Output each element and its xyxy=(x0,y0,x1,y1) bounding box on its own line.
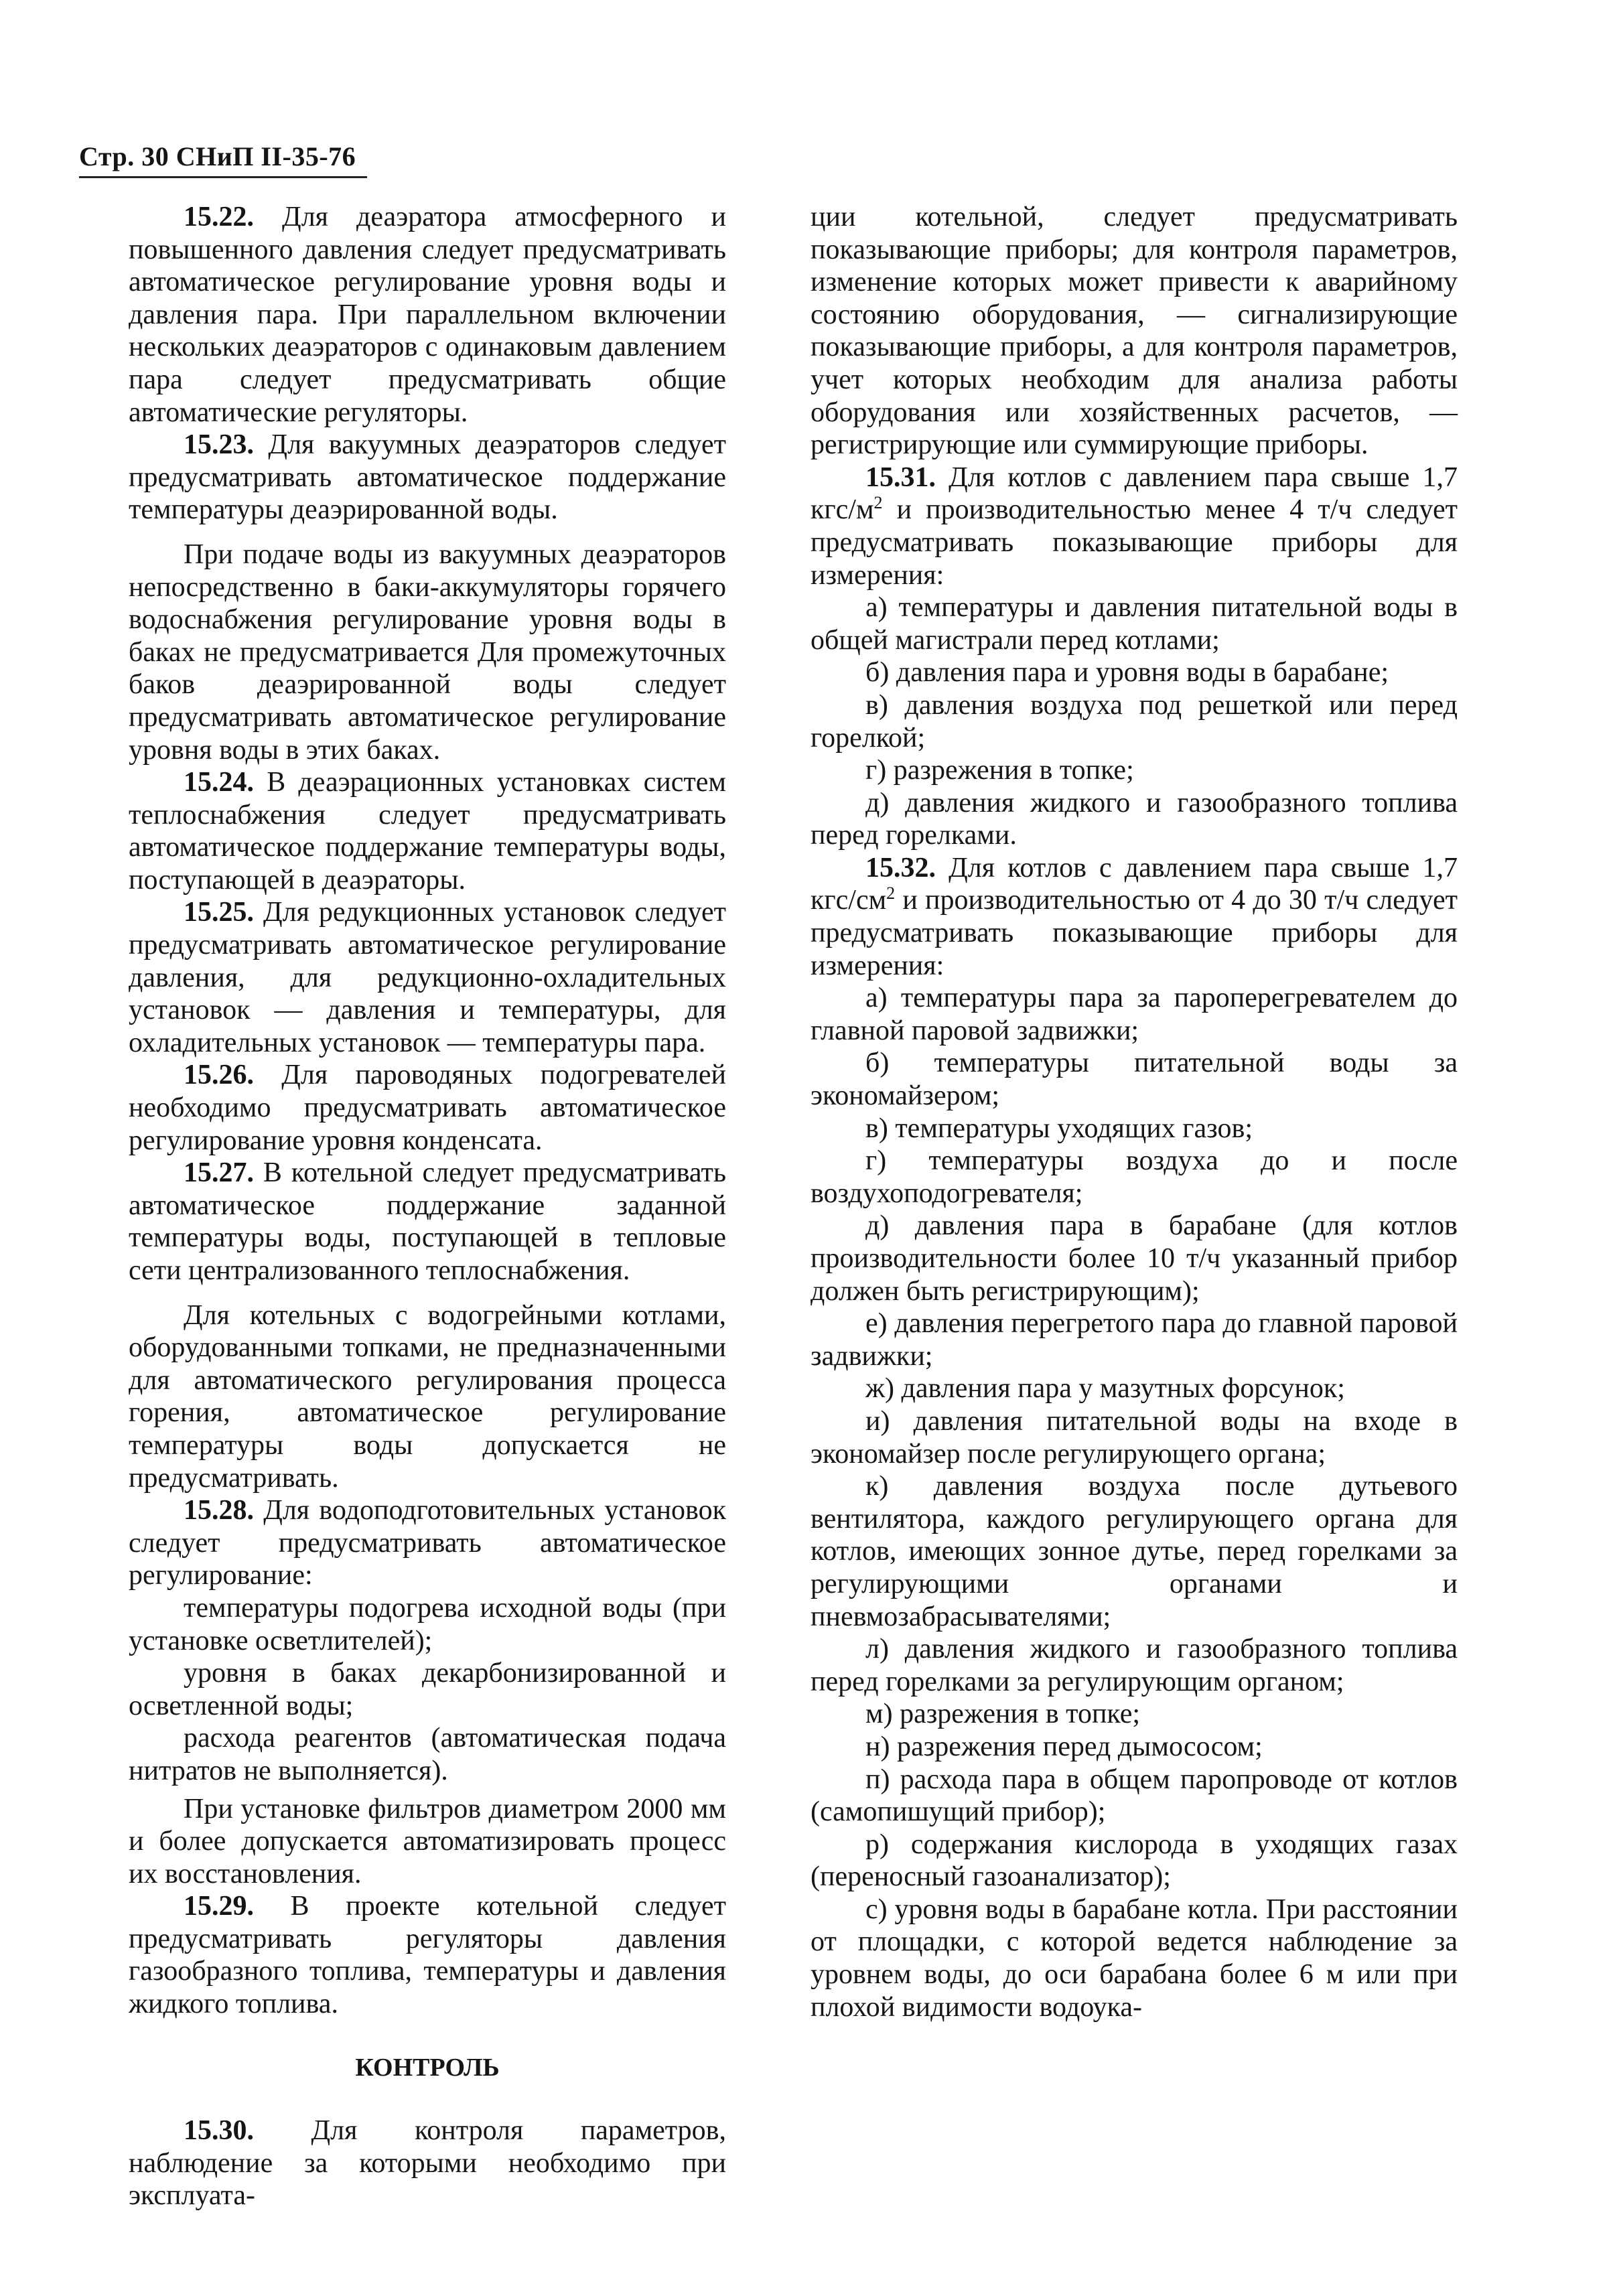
paragraph-15-26 xyxy=(129,1059,726,1157)
list-item: н) разрежения перед дымососом; xyxy=(865,1731,1263,1762)
list-item xyxy=(129,1722,726,1787)
clause-number: 15.29. xyxy=(184,1891,254,1922)
list-item: г) разрежения в топке; xyxy=(865,755,1134,786)
paragraph-text: При подаче воды из вакуумных деаэраторов непосредственно в баки-аккумуляторы горячего водоснабжения регулирование уровня воды в баках не предусматривается Для промежуточных баков деаэрированной воды следует предусматривать автоматическое регулирование уровня воды в этих баках. xyxy=(129,539,726,766)
clause-number: 15.27. xyxy=(184,1157,254,1189)
clause-number: 15.32. xyxy=(865,852,936,883)
paragraph-15-31 xyxy=(811,461,1458,591)
list-item: б) температуры питательной воды за экономайзером; xyxy=(811,1048,1458,1112)
paragraph-text: уровня в баках декарбонизированной и осветленной воды; xyxy=(129,1658,726,1721)
paragraph-text: Для котлов с давлением пара свыше 1,7 кгс/см xyxy=(811,852,1458,916)
paragraph-text: Для котлов с давлением пара свыше 1,7 кгс/м xyxy=(811,461,1458,526)
list-item: в) температуры уходящих газов; xyxy=(865,1113,1253,1144)
paragraph-text: Для контроля параметров, наблюдение за которыми необходимо при эксплуата- xyxy=(129,2115,726,2212)
paragraph-text: расхода реагентов (автоматическая подача нитратов не выполняется). xyxy=(129,1723,726,1786)
paragraph-text: Для деаэратора атмосферного и повышенного давления следует предусматривать автоматическое регулирование уровня воды и давления пара. При параллельном включении нескольких деаэраторов с одинаковым давлением пара следует предусматривать общие автоматические регуляторы. xyxy=(129,202,726,428)
list-item: л) давления жидкого и газообразного топлива перед горелками за регулирующим органом; xyxy=(811,1634,1458,1697)
paragraph-text: При установке фильтров диаметром 2000 мм и более допускается автоматизировать процесс их восстановления. xyxy=(129,1793,726,1889)
running-head: Стр. 30 СНиП II-35-76 xyxy=(79,141,367,178)
right-column xyxy=(811,201,1458,2023)
paragraph-text-block xyxy=(129,1299,726,1495)
list-item: р) содержания кислорода в уходящих газах (переносный газоанализатор); xyxy=(811,1828,1458,1893)
list-item: п) расхода пара в общем паропроводе от котлов (самопишущий прибор); xyxy=(811,1764,1458,1828)
paragraph-text: температуры подогрева исходной воды (при установке осветлителей); xyxy=(129,1592,726,1656)
list-item: а) температуры и давления питательной воды в общей магистрали перед котлами; xyxy=(811,592,1458,656)
clause-number: 15.31. xyxy=(865,461,936,493)
paragraph-text: В деаэрационных установках систем теплоснабжения следует предусматривать автоматическое поддержание температуры воды, поступающей в деаэраторы. xyxy=(129,767,726,895)
paragraph-text-block xyxy=(129,539,726,766)
list-item: е) давления перегретого пара до главной паровой задвижки; xyxy=(811,1308,1458,1372)
clause-number: 15.30. xyxy=(184,2115,254,2147)
list-item: г) температуры воздуха до и после воздухоподогревателя; xyxy=(811,1145,1458,1209)
paragraph-15-32 xyxy=(811,852,1458,982)
paragraph-15-28 xyxy=(129,1494,726,1592)
paragraph-text: В котельной следует предусматривать автоматическое поддержание заданной температуры воды, поступающей в тепловые сети централизованного теплоснабжения. xyxy=(129,1157,726,1286)
clause-number: 15.26. xyxy=(184,1060,254,1091)
left-column xyxy=(129,201,726,2212)
paragraph-text: Для вакуумных деаэраторов следует предусматривать автоматическое поддержание температуры деаэрированной воды. xyxy=(129,429,726,526)
paragraph-continuation: ции котельной, следует предусматривать показывающие приборы; для контроля параметров, изменение которых может привести к аварийному состоянию оборудования, — сигнализирующие показывающие приборы, а для контроля параметров, учет которых необходим для анализа работы оборудования или хозяйственных расчетов, — регистрирующие или суммирующие приборы. xyxy=(811,202,1458,461)
list-item: с) уровня воды в барабане котла. При расстоянии от площадки, с которой ведется наблюдение за уровнем воды, до оси барабана более 6 м или при плохой видимости водоука- xyxy=(811,1893,1458,2023)
section-heading: КОНТРОЛЬ xyxy=(355,2053,500,2082)
paragraph-15-27 xyxy=(129,1157,726,1287)
paragraph-text: Для котельных с водогрейными котлами, оборудованными топками, не предназначенными для автоматического регулирования процесса горения, автоматическое регулирование температуры воды допускается не предусматривать. xyxy=(129,1299,726,1494)
paragraph-text: и производительностью от 4 до 30 т/ч следует предусматривать показывающие приборы для измерения: xyxy=(811,885,1458,981)
paragraph-15-29 xyxy=(129,1890,726,2020)
clause-number: 15.28. xyxy=(184,1495,254,1526)
list-item xyxy=(129,1592,726,1657)
clause-number: 15.25. xyxy=(184,897,254,928)
clause-number: 15.23. xyxy=(184,429,254,461)
paragraph-text-block xyxy=(129,1793,726,1891)
paragraph-15-24 xyxy=(129,766,726,896)
list-item: ж) давления пара у мазутных форсунок; xyxy=(865,1373,1345,1405)
list-item: д) давления жидкого и газообразного топлива перед горелками. xyxy=(811,787,1458,851)
clause-number: 15.22. xyxy=(184,202,254,232)
list-item xyxy=(129,1657,726,1722)
paragraph-text: В проекте котельной следует предусматривать регуляторы давления газообразного топлива, температуры и давления жидкого топлива. xyxy=(129,1891,726,2020)
paragraph-15-22 xyxy=(129,201,726,429)
paragraph-text: и производительностью менее 4 т/ч следует предусматривать показывающие приборы для измерения: xyxy=(811,494,1458,591)
clause-number: 15.24. xyxy=(184,767,254,798)
paragraph-text: Для водоподготовительных установок следует предусматривать автоматическое регулирование: xyxy=(129,1495,726,1591)
list-item: а) температуры пара за пароперегревателем до главной паровой задвижки; xyxy=(811,983,1458,1046)
list-item: б) давления пара и уровня воды в барабане; xyxy=(865,657,1389,689)
list-item: м) разрежения в топке; xyxy=(865,1699,1141,1730)
list-item: к) давления воздуха после дутьевого вентилятора, каждого регулирующего органа для котлов, имеющих зонное дутье, перед горелками за регулирующими органами и пневмозабрасывателями; xyxy=(811,1471,1458,1632)
paragraph-text: Для редукционных установок следует предусматривать автоматическое регулирование давления, для редукционно-охладительных установок — давления и температуры, для охладительных установок — температуры пара. xyxy=(129,897,726,1058)
superscript: 2 xyxy=(873,493,883,513)
list-item: и) давления питательной воды на входе в экономайзер после регулирующего органа; xyxy=(811,1405,1458,1469)
list-item: в) давления воздуха под решеткой или перед горелкой; xyxy=(811,689,1458,754)
list-item: д) давления пара в барабане (для котлов производительности более 10 т/ч указанный прибор должен быть регистрирующим); xyxy=(811,1210,1458,1307)
paragraph-15-23 xyxy=(129,429,726,526)
paragraph-text: Для пароводяных подогревателей необходимо предусматривать автоматическое регулирование уровня конденсата. xyxy=(129,1060,726,1156)
superscript: 2 xyxy=(886,883,896,904)
paragraph-15-30 xyxy=(129,2114,726,2212)
paragraph-15-25 xyxy=(129,896,726,1059)
